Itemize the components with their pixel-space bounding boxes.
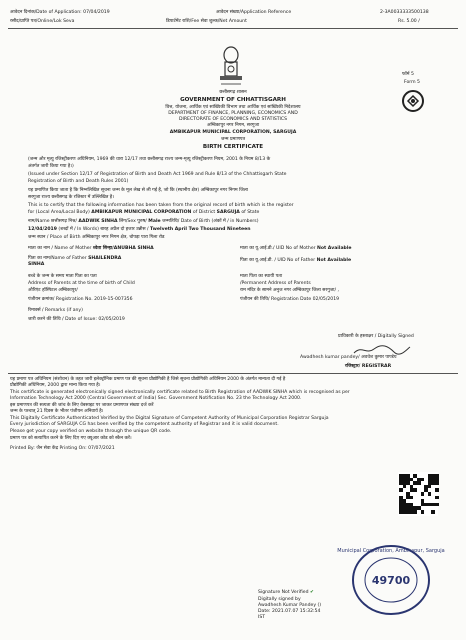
district-value: SARGUJA (216, 210, 240, 215)
name-sex-dob-line (28, 219, 446, 225)
father-name-label: पिता का नाम/Name of Father (28, 256, 87, 261)
state-name: GOVERNMENT OF CHHATTISGARH (180, 97, 286, 103)
qr-module (421, 478, 425, 482)
father-uid-line (240, 258, 446, 264)
footer-note-10: प्रमाण पत्र को सत्यापित करने के लिए दिए गए क्यूआर कोड को स्कैन करें। (10, 436, 132, 441)
fee-label: डिपार्टमेंट राशि/Fee सेवा शुल्क/Net Amount (166, 19, 247, 24)
local-area-label: for (Local Area/Local Body) (28, 210, 90, 215)
checkmark-icon: ✔ (310, 590, 314, 595)
place-of-birth-value: अम्बिकापुर नगर निगम क्षेत्र, चोपड़ा पारा गिला रोड (81, 235, 165, 240)
birth-address-value: औरिएंट हॉस्पिटल अम्बिकापुर/ (28, 288, 78, 293)
qr-module (413, 510, 417, 514)
footer-divider (8, 373, 458, 374)
qr-module (431, 510, 435, 514)
footer-note-6: जन्म के पश्चात् 21 दिवस के भीतर पंजीयन अनिवार्य है। (10, 409, 104, 414)
qr-module (417, 481, 421, 485)
sex-label: लिंग/Sex पुरुष/ (118, 219, 147, 224)
dob-words-hindi: बारह अप्रैल दो हजार उन्नीस (100, 227, 146, 232)
father-uid-value: Not Available (316, 258, 352, 263)
mother-uid-line (240, 246, 446, 252)
signature-image (352, 341, 412, 353)
signer-name: Awadhesh Kumar Pandey () (258, 603, 322, 608)
qr-module (410, 496, 414, 500)
father-name: SHAILENDRA (88, 256, 122, 261)
dob-words-label: (शब्दों में / In Words) (58, 227, 99, 232)
father-name-line (28, 256, 228, 262)
top-divider (8, 28, 458, 29)
state-hindi: छत्तीसगढ़ शासन (219, 90, 247, 95)
footer-note-5: इस प्रमाणपत्र की सत्यता की जांच के लिए वेबसाइट पर जाकर प्रमाणपत्र संख्या दर्ज करें (10, 403, 154, 408)
stamp-text: Municipal Corporation, Ambikapur, Sarguja (337, 548, 445, 554)
registrar-name: Awadhesh kumar pandey/ अवधेश कुमार पाण्डेय (300, 355, 397, 360)
certify-hindi-1: यह प्रमाणित किया जाता है कि निम्नलिखित सूचना जन्म के मूल लेख से ली गई है, जो कि (स्थानीय क्षेत्र) अम्बिकापुर नगर निगम जिला (28, 188, 248, 193)
remarks: रिमार्क्स / Remarks (if any) (28, 308, 83, 313)
verification-qr-code[interactable] (398, 472, 438, 516)
registration-date: पंजीयन की तिथि/ Registration Date 02/05/2019 (240, 297, 340, 302)
permanent-address-hindi: माता पिता का स्थायी पता (240, 274, 283, 279)
signed-by-label: Digitally signed by (258, 597, 301, 602)
stamp-number: 49700 (371, 574, 411, 587)
qr-module (435, 488, 439, 492)
form-number: Form 5 (404, 80, 420, 85)
mother-name-label: माता का नाम / Name of Mother (28, 246, 92, 251)
mother-name-line (28, 246, 228, 252)
local-area-value: AMBIKAPUR MUNICIPAL CORPORATION (91, 210, 192, 215)
certify-hindi-2: सरगुजा राज्य छत्तीसगढ़ के रजिस्टर में उल्लिखित है। (28, 195, 114, 200)
fee-amount: Rs. 5.00 / (398, 19, 420, 24)
act-reference-hindi-2: अंतर्गत जारी किया गया है।) (28, 164, 74, 169)
dob-line: 12/04/2019 (शब्दों में / In Words) बारह अप्रैल दो हजार उन्नीस / Twelveth April Two Thousand Nineteen (28, 227, 251, 232)
mother-uid-label: माता का यू.आई.डी./ UID No of Mother (240, 246, 316, 251)
issue-date: जारी करने की तिथि / Date of Issue: 02/05/2019 (28, 317, 125, 322)
signature-date: Date: 2021.07.07 15:32:54 (258, 609, 321, 614)
qr-module (435, 481, 439, 485)
dob-numeric: 12/04/2019 (28, 227, 57, 232)
footer-note-1: यह प्रमाण पत्र अधिनियम (संशोधन) के तहत जारी इलेक्ट्रॉनिक प्रमाण पत्र की सूचना प्रौद्योगिकी है जिसे सूचना प्रौद्योगिकी अधिनियम 2000 के अंतर्गत मान्यता दी गई है (10, 377, 286, 382)
department-line-2: DIRECTORATE OF ECONOMICS AND STATISTICS (178, 117, 288, 122)
birth-address-hindi: बच्चे के जन्म के समय माता पिता का पता (28, 274, 97, 279)
act-reference-hindi-1: (जन्म और मृत्यु रजिस्ट्रीकरण अधिनियम, 1969 की धारा 12/17 तथा छत्तीसगढ़ राज्य जन्म-मृत्यु रजिस्ट्रीकरण नियम, 2001 के नियम 8/13 के (28, 157, 271, 162)
signature-status-text: Signature Not Verified (258, 590, 309, 595)
footer-note-2: प्रौद्योगिकी अधिनियम, 2000 द्वारा मान्य किया गया है। (10, 383, 101, 388)
father-uid-label: पिता का यू.आई.डी. / UID No of Father (240, 258, 316, 263)
place-of-birth-line (28, 235, 446, 241)
father-name-continued: SINHA (28, 262, 45, 267)
department-line-1: DEPARTMENT OF FINANCE, PLANNING, ECONOMICS AND (168, 111, 298, 116)
child-name: AADWIK SINHA (78, 219, 118, 224)
qr-module (428, 485, 432, 489)
act-reference-english-2: Registration of Birth and Death Rules 2001) (28, 179, 129, 184)
state-label: of State (241, 210, 260, 215)
qr-module (421, 510, 425, 514)
signature-timezone: IST (258, 615, 266, 620)
qr-module (435, 496, 439, 500)
qr-module (399, 488, 403, 492)
qr-module (428, 492, 432, 496)
department-hindi: वित्त, योजना, आर्थिक एवं सांख्यिकी विभाग तथा आर्थिक एवं सांख्यिकी निदेशालय (165, 105, 301, 110)
corporation-name: AMBIKAPUR MUNICIPAL CORPORATION, SARGUJA (169, 130, 297, 135)
qr-module (421, 492, 425, 496)
application-date: आवेदन दिनांक/Date of Application: 07/04/2019 (10, 10, 110, 15)
national-emblem-icon (211, 44, 251, 88)
certificate-title: BIRTH CERTIFICATE (202, 144, 264, 150)
footer-note-7: This Digitally Certificate Authenticated Verified by the Digital Signature of Competent Authority of Municipal Corporation Registrar Sarguja (10, 416, 329, 421)
application-reference-value: 2-3A0033333500138 (380, 10, 429, 15)
footer-note-3: This certificate is generated electronically signed electronically certificate related to Birth Registration of AADWIK SINHA which is recognised as per (10, 390, 350, 395)
act-reference-english-1: (Issued under Section 12/17 of Registration of Birth and Death Act 1969 and Rule 8/13 of the Chhattisgarh State (28, 172, 287, 177)
certify-english-2 (28, 210, 446, 216)
certify-english-1: This is to certify that the following information has been taken from the original record of birth which is the register (28, 203, 294, 208)
qr-module (413, 488, 417, 492)
registration-number: पंजीयन क्रमांक/ Registration No. 2019-15-007356 (28, 297, 133, 302)
form-number-hindi: फॉर्म 5 (402, 72, 414, 77)
signature-status (258, 590, 388, 596)
registration-logo-icon (402, 90, 424, 112)
birth-address-label: Address of Parents at the time of birth of Child (28, 281, 135, 286)
dob-label: जन्मतिथि/ Date of Birth (अंकों में / in Numbers) (162, 219, 259, 224)
district-label: of District (192, 210, 216, 215)
place-of-birth-label: जन्म स्थान / Place of Birth (28, 235, 81, 240)
receipt-type: रसीद/प्राप्ति पत्र/Online/Lok Seva (10, 19, 75, 24)
registrar-title: रजिस्ट्रार/ REGISTRAR (345, 364, 392, 369)
permanent-address-value: राम मंदिर के सामने अनुज नगर अम्बिकापुर जिला सरगुजा/ , (240, 288, 339, 293)
printed-by: Printed By: जैन सेवा केंद्र Printing On: 07/07/2021 (10, 446, 115, 451)
child-sex: Male (148, 219, 161, 224)
permanent-address-label: /Permanent Address of Parents (240, 281, 311, 286)
certificate-title-hindi: जन्म प्रमाणपत्र (220, 137, 246, 142)
mother-uid-value: Not Available (317, 246, 352, 251)
digital-signature-label: प्राधिकारी के हस्ताक्षर / Digitally Signed (338, 334, 414, 339)
footer-note-8: Every jurisdiction of SARGUJA CG has been verified by the competent authority of Registrar and it is valid document. (10, 422, 279, 427)
name-label: नाम/Name छत्तीसगढ़ निश्र/ (28, 219, 77, 224)
corporation-hindi: अम्बिकापुर नगर निगम, सरगुजा (206, 123, 260, 128)
qr-module (403, 485, 407, 489)
qr-module (435, 503, 439, 507)
dob-words-english: Twelveth April Two Thousand Nineteen (150, 227, 251, 232)
footer-note-9: Please get your copy verified on website through the unique QR code. (10, 429, 172, 434)
footer-note-4: Information Technology Act 2000 (Central Government of India) Sec. Government Notification No. 23 the Technology Act 2000. (10, 396, 302, 401)
application-reference-label: आवेदन संख्या/Application Reference (216, 10, 292, 15)
mother-name: श्वेता सिन्हा/ANUBHA SINHA (92, 246, 154, 251)
